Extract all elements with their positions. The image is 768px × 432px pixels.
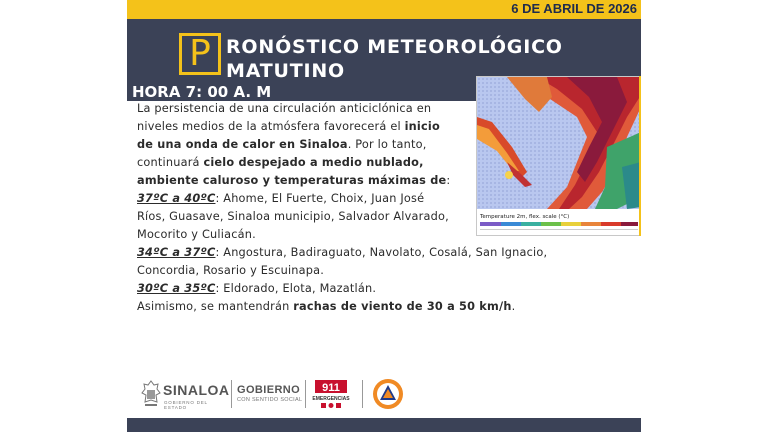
intro-line-2-text: niveles medios de la atmósfera favorecerá el (137, 120, 405, 133)
intro-line-4-bold: cielo despejado a medio nublado, (203, 156, 424, 169)
range-1-line-3: Mocorito y Culiacán. (137, 228, 256, 241)
title-initial-box: P (179, 33, 221, 75)
gobierno-subtitle: CON SENTIDO SOCIAL (237, 397, 303, 403)
right-margin (641, 0, 768, 432)
emergency-label: EMERGENCIAS (312, 396, 350, 402)
forecast-card (127, 0, 641, 432)
range-2-label: 34ºC a 37ºC (137, 246, 216, 259)
intro-line-4 (137, 154, 467, 172)
map-legend-title: Temperature 2m, flex. scale (°C) (480, 214, 570, 220)
intro-line-3-text: . Por lo tanto, (347, 138, 427, 151)
forecast-ranges (137, 244, 631, 316)
title-line-1: RONÓSTICO METEOROLÓGICO (226, 36, 563, 58)
emergency-number: 911 (322, 382, 340, 394)
intro-line-5-bold: ambiente caluroso y temperaturas máximas de (137, 174, 447, 187)
forecast-time: HORA 7: 00 A. M (132, 83, 272, 101)
range-3-text-1: : Eldorado, Elota, Mazatlán. (215, 282, 377, 295)
intro-line-3 (137, 136, 467, 154)
emergency-911-logo (312, 379, 350, 411)
footer-divider (305, 380, 306, 408)
closing-text: Asimismo, se mantendrán (137, 300, 294, 313)
range-2-line-1 (137, 244, 631, 262)
closing-period: . (511, 300, 516, 313)
civil-protection-logo (372, 378, 404, 410)
sinaloa-wordmark: SINALOA (163, 382, 230, 398)
range-1-line-2: Ríos, Guasave, Sinaloa municipio, Salvador Alvarado, (137, 210, 449, 223)
sinaloa-subtitle: GOBIERNO DEL ESTADO (164, 400, 208, 410)
range-1-line-1 (137, 190, 467, 208)
range-2-line-2: Concordia, Rosario y Escuinapa. (137, 264, 325, 277)
state-seal-icon (141, 380, 161, 408)
closing-line (137, 298, 631, 316)
intro-line-2-bold: inicio (404, 120, 440, 133)
range-2-text-1: : Angostura, Badiraguato, Navolato, Cosalá, San Ignacio, (215, 246, 548, 259)
intro-line-3-bold: de una onda de calor en Sinaloa (137, 138, 348, 151)
gobierno-wordmark: GOBIERNO (237, 384, 301, 396)
range-1-text-1: : Ahome, El Fuerte, Choix, Juan José (215, 192, 425, 205)
range-3-label: 30ºC a 35ºC (137, 282, 216, 295)
range-1-label: 37ºC a 40ºC (137, 192, 216, 205)
footer-divider (362, 380, 363, 408)
forecast-intro (137, 100, 467, 244)
intro-line-1: La persistencia de una circulación anticiclónica en (137, 102, 432, 115)
intro-line-5 (137, 172, 467, 190)
footer-logos (127, 370, 641, 418)
temperature-map-image (476, 76, 640, 236)
map-graphic (477, 77, 640, 236)
intro-line-5-colon: : (446, 174, 451, 187)
closing-bold: rachas de viento de 30 a 50 km/h (293, 300, 512, 313)
intro-line-2 (137, 118, 467, 136)
date-strip (127, 0, 641, 19)
forecast-date: 6 DE ABRIL DE 2026 (511, 1, 637, 16)
footer-bar (127, 418, 641, 432)
map-accent-bar (639, 76, 641, 236)
intro-line-4-text: continuará (137, 156, 204, 169)
title-line-2: MATUTINO (226, 60, 346, 82)
left-margin (0, 0, 127, 432)
footer-divider (231, 380, 232, 408)
sinaloa-logo (141, 380, 230, 410)
range-3-line-1 (137, 280, 631, 298)
